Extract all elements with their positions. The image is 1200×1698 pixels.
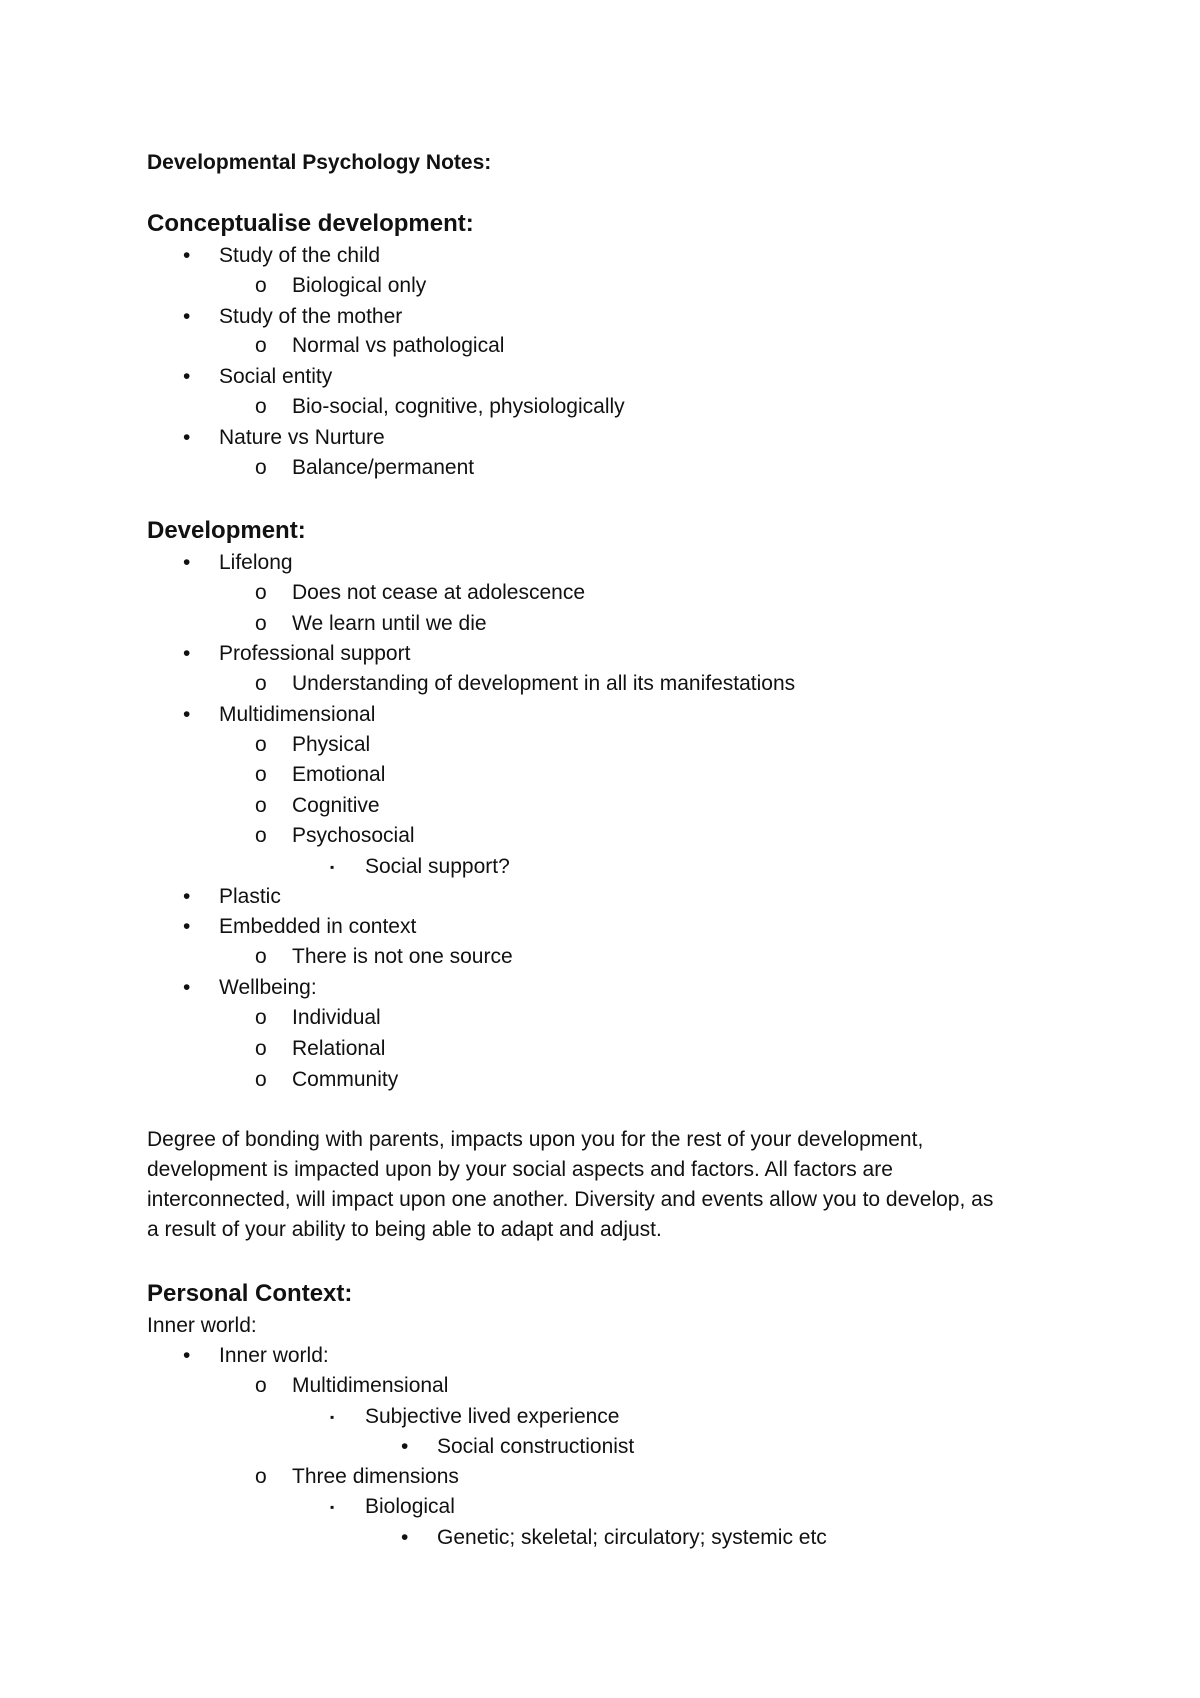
list-item: Wellbeing: bbox=[219, 976, 317, 999]
list-item: Social constructionist bbox=[437, 1435, 635, 1458]
list-item: Relational bbox=[292, 1037, 386, 1060]
paragraph-line: a result of your ability to being able to adapt and adjust. bbox=[147, 1218, 662, 1241]
bullet-marker: • bbox=[401, 1435, 409, 1458]
circle-marker: o bbox=[255, 395, 267, 418]
subheading-inner-world: Inner world: bbox=[147, 1314, 257, 1337]
list-item: Inner world: bbox=[219, 1344, 329, 1367]
square-marker: ▪ bbox=[330, 1410, 335, 1424]
list-item: Psychosocial bbox=[292, 824, 415, 847]
circle-marker: o bbox=[255, 672, 267, 695]
list-item: Genetic; skeletal; circulatory; systemic etc bbox=[437, 1526, 827, 1549]
square-marker: ▪ bbox=[330, 1500, 335, 1514]
list-item: Community bbox=[292, 1068, 399, 1091]
list-item: Embedded in context bbox=[219, 915, 417, 938]
bullet-marker: • bbox=[183, 365, 191, 388]
bullet-marker: • bbox=[401, 1526, 409, 1549]
circle-marker: o bbox=[255, 763, 267, 786]
list-item: Professional support bbox=[219, 642, 411, 665]
list-item: Does not cease at adolescence bbox=[292, 581, 586, 604]
heading-development: Development: bbox=[147, 517, 306, 544]
circle-marker: o bbox=[255, 794, 267, 817]
bullet-marker: • bbox=[183, 915, 191, 938]
list-item: Individual bbox=[292, 1006, 381, 1029]
circle-marker: o bbox=[255, 1465, 267, 1488]
list-item: Bio-social, cognitive, physiologically bbox=[292, 395, 625, 418]
bullet-marker: • bbox=[183, 426, 191, 449]
list-item: Multidimensional bbox=[219, 703, 376, 726]
circle-marker: o bbox=[255, 1374, 267, 1397]
circle-marker: o bbox=[255, 334, 267, 357]
heading-personal-context: Personal Context: bbox=[147, 1280, 353, 1307]
bullet-marker: • bbox=[183, 1344, 191, 1367]
circle-marker: o bbox=[255, 1068, 267, 1091]
bullet-marker: • bbox=[183, 305, 191, 328]
bullet-marker: • bbox=[183, 976, 191, 999]
list-item: Multidimensional bbox=[292, 1374, 449, 1397]
square-marker: ▪ bbox=[330, 860, 335, 874]
bullet-marker: • bbox=[183, 703, 191, 726]
list-item: Biological bbox=[365, 1495, 455, 1518]
paragraph-line: interconnected, will impact upon one another. Diversity and events allow you to develop, as bbox=[147, 1188, 994, 1211]
circle-marker: o bbox=[255, 456, 267, 479]
circle-marker: o bbox=[255, 1006, 267, 1029]
list-item: Nature vs Nurture bbox=[219, 426, 385, 449]
heading-conceptualise: Conceptualise development: bbox=[147, 210, 474, 237]
paragraph-line: Degree of bonding with parents, impacts upon you for the rest of your development, bbox=[147, 1128, 924, 1151]
bullet-marker: • bbox=[183, 244, 191, 267]
bullet-marker: • bbox=[183, 551, 191, 574]
paragraph-line: development is impacted upon by your social aspects and factors. All factors are bbox=[147, 1158, 893, 1181]
list-item: Study of the mother bbox=[219, 305, 403, 328]
list-item: Biological only bbox=[292, 274, 427, 297]
bullet-marker: • bbox=[183, 642, 191, 665]
list-item: Plastic bbox=[219, 885, 281, 908]
circle-marker: o bbox=[255, 581, 267, 604]
list-item: We learn until we die bbox=[292, 612, 487, 635]
document-title: Developmental Psychology Notes: bbox=[147, 151, 492, 174]
list-item: Normal vs pathological bbox=[292, 334, 505, 357]
list-item: Social support? bbox=[365, 855, 510, 878]
circle-marker: o bbox=[255, 274, 267, 297]
list-item: Social entity bbox=[219, 365, 333, 388]
list-item: Physical bbox=[292, 733, 371, 756]
list-item: There is not one source bbox=[292, 945, 513, 968]
circle-marker: o bbox=[255, 1037, 267, 1060]
list-item: Cognitive bbox=[292, 794, 380, 817]
circle-marker: o bbox=[255, 945, 267, 968]
list-item: Lifelong bbox=[219, 551, 293, 574]
circle-marker: o bbox=[255, 612, 267, 635]
circle-marker: o bbox=[255, 733, 267, 756]
bullet-marker: • bbox=[183, 885, 191, 908]
list-item: Study of the child bbox=[219, 244, 381, 267]
list-item: Three dimensions bbox=[292, 1465, 459, 1488]
list-item: Balance/permanent bbox=[292, 456, 475, 479]
circle-marker: o bbox=[255, 824, 267, 847]
list-item: Emotional bbox=[292, 763, 386, 786]
list-item: Understanding of development in all its manifestations bbox=[292, 672, 796, 695]
list-item: Subjective lived experience bbox=[365, 1405, 620, 1428]
